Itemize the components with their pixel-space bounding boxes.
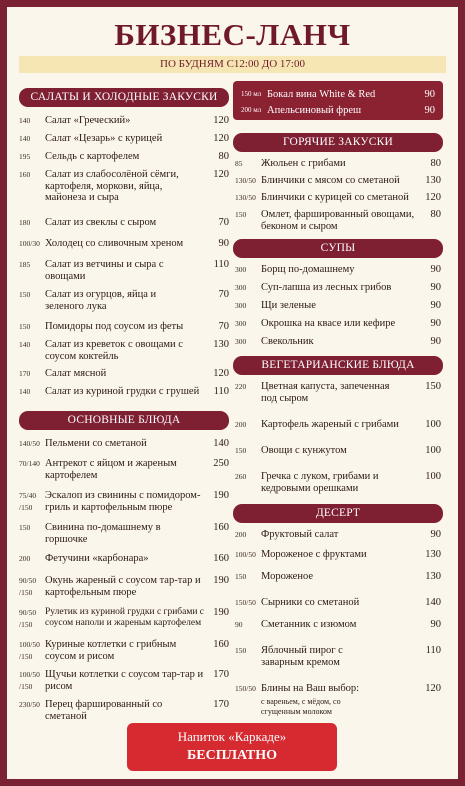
section-header-hot: ГОРЯЧИЕ ЗАКУСКИ bbox=[233, 133, 443, 152]
section-header-vegetarian: ВЕГЕТАРИАНСКИЕ БЛЮДА bbox=[233, 356, 443, 375]
menu-hours: ПО БУДНЯМ С12:00 ДО 17:00 bbox=[19, 56, 446, 73]
section-header-dessert: ДЕСЕРТ bbox=[233, 504, 443, 523]
menu-title: БИЗНЕС-ЛАНЧ bbox=[114, 17, 351, 52]
promo-free: БЕСПЛАТНО bbox=[186, 748, 278, 763]
promo-banner bbox=[127, 723, 337, 771]
blini-options: с вареньем, с мёдом, со сгущенным молоком bbox=[261, 697, 341, 716]
section-header-salads: САЛАТЫ И ХОЛОДНЫЕ ЗАКУСКИ bbox=[19, 88, 229, 107]
promo-drink: Напиток «Каркаде» bbox=[177, 729, 287, 744]
menu-page: БИЗНЕС-ЛАНЧ ПО БУДНЯМ С12:00 ДО 17:00 САЛАТЫ И ХОЛОДНЫЕ ЗАКУСКИ 140 Салат «Греческий» 120 140 Салат «Цезарь» с курицей 120 195 Сельдь с картофелем 80 160 Салат из слабосолёной сёмги, картофеля, моркови, яйца, майонеза и сыра 120 180 Салат из свеклы с сыром 70 100/30 Холодец со сливочным хреном 90 185 Салат из ветчины и сыра с овощами 110 150 Салат из огурцов, яйца и зеленого лука 70 150 Помидоры под соусом из феты 70 140 Салат из креветок с овощами с соусом коктейль 130 170 Салат мясной 120 140 Салат из куриной грудки с грушей 110 ОСНОВНЫЕ БЛЮДА 140/50 Пельмени со сметаной 140 70/140 Антрекот с яйцом и жареным картофелем 250 75/40 /150 Эскалоп из свинины с помидором-гриль и картофельным пюре 190 150 Свинина по-домашнему в горшочке 160 200 Фетучини «карбонара» 160 90/50 /150 Окунь жареный с соусом тар-тар и картофельным пюре 190 90/50 /150 Рулетик из куриной грудки с грибами с соусом наполи и жареным картофелем 190 100/50 /150 Куриные котлетки с грибным соусом и рисом 160 100/50 /150 Щучьи котлетки с соусом тар-тар и рисом 170 230/50 Перец фаршированный со сметаной 170 150 мл Бокал вина White & Red 90 200 мл Апельсиновый фреш 90 ГОРЯЧИЕ ЗАКУСКИ 85 Жюльен с грибами 80 130/50 Блинчики с мясом со сметаной 130 130/50 Блинчики с курицей со сметаной 120 150 Омлет, фаршированный овощами, беконом и сыром 80 СУПЫ 300 Борщ по-домашнему 90 300 Суп-лапша из лесных грибов 90 300 Щи зеленые 90 300 Окрошка на квасе или кефире 90 300 Свекольник 90 ВЕГЕТАРИАНСКИЕ БЛЮДА 220 Цветная капуста, запеченная под сыром 150 200 Картофель жареный с грибами 100 150 Овощи с кунжутом 100 260 Гречка с луком, грибами и кедровыми орешками 100 ДЕСЕРТ 200 Фруктовый салат 90 100/50 Мороженое с фруктами 130 150 Мороженое 130 150/50 Сырники со сметаной 140 90 Сметанник с изюмом 90 150 Яблочный пирог с заварным кремом 110 150/50 Блины на Ваш выбор: 120 с вареньем, с мёдом, со сгущенным молоком Напиток «Каркаде» БЕСПЛАТНО bbox=[7, 7, 458, 779]
section-header-main: ОСНОВНЫЕ БЛЮДА bbox=[19, 411, 229, 430]
section-header-soups: СУПЫ bbox=[233, 239, 443, 258]
drinks-box: 150 мл Бокал вина White & Red 90 200 мл Апельсиновый фреш 90 bbox=[233, 81, 443, 120]
